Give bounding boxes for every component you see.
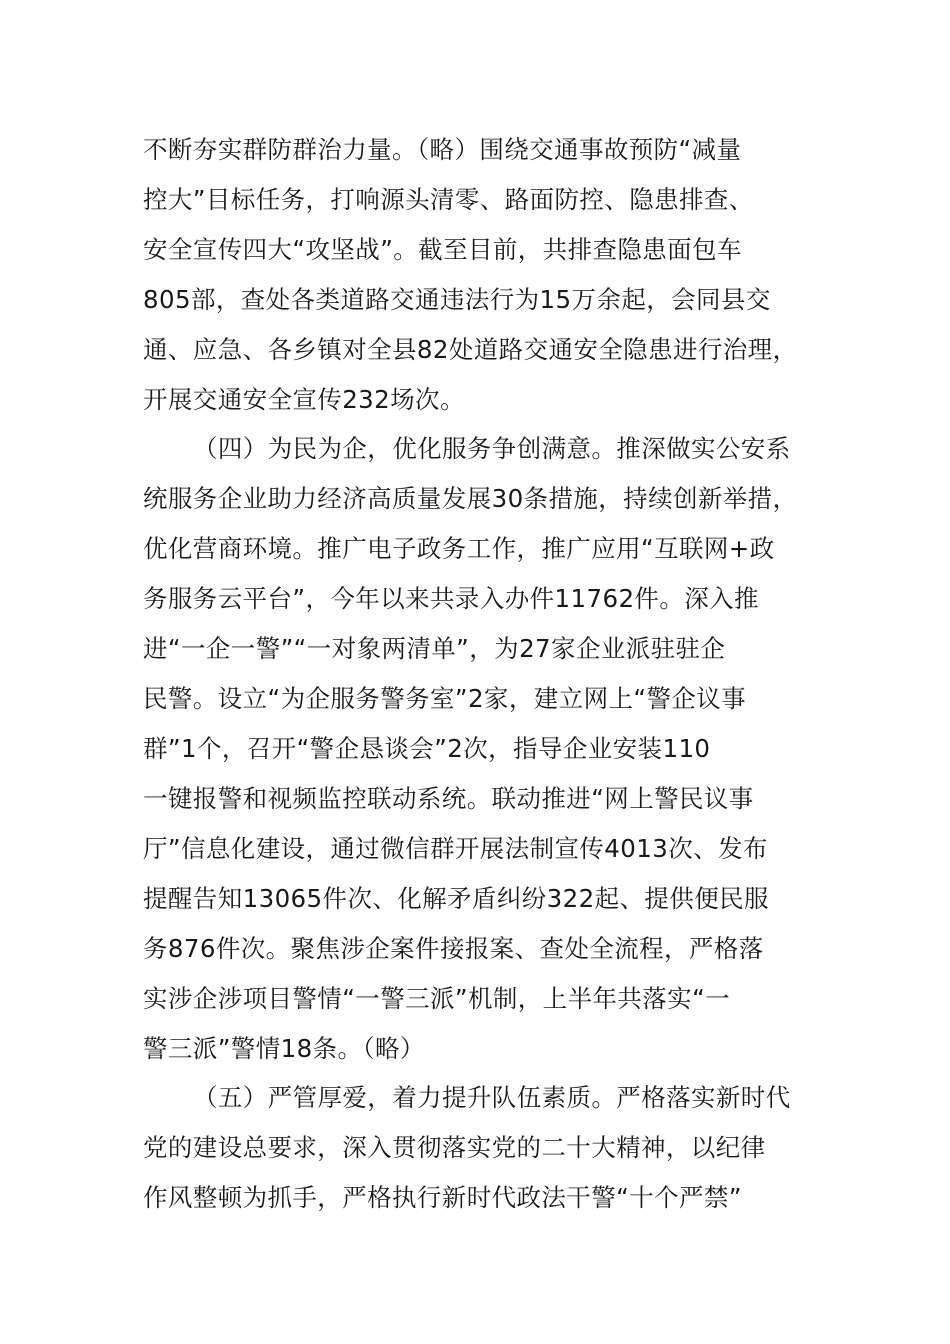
text-line: 一键报警和视频监控联动系统。联动推进“网上警民议事 [143, 784, 754, 813]
text-line: 提醒告知13065件次、化解矛盾纠纷322起、提供便民服 [143, 884, 769, 913]
text-line: 民警。设立“为企服务警务室”2家，建立网上“警企议事 [143, 684, 747, 713]
text-line: 统服务企业助力经济高质量发展30条措施，持续创新举措， [143, 484, 798, 513]
text-line: 805部，查处各类道路交通违法行为15万余起，会同县交 [143, 285, 771, 314]
text-line: 党的建设总要求，深入贯彻落实党的二十大精神，以纪律 [143, 1133, 766, 1162]
text-line: 开展交通安全宣传232场次。 [143, 385, 465, 414]
text-line: 安全宣传四大“攻坚战”。截至目前，共排查隐患面包车 [143, 235, 742, 264]
text-line: 务服务云平台”，今年以来共录入办件11762件。深入推 [143, 584, 759, 613]
paragraph-heading-line: （五）严管厚爱，着力提升队伍素质。严格落实新时代 [193, 1083, 791, 1112]
text-line: 警三派”警情18条。（略） [143, 1034, 425, 1063]
text-line: 群”1个，召开“警企恳谈会”2次，指导企业安装110 [143, 734, 711, 763]
text-line: 务876件次。聚焦涉企案件接报案、查处全流程，严格落 [143, 934, 764, 963]
text-line: 作风整顿为抓手，严格执行新时代政法干警“十个严禁” [143, 1183, 742, 1212]
text-line: 实涉企涉项目警情“一警三派”机制，上半年共落实“一 [143, 984, 731, 1013]
text-line: 控大”目标任务，打响源头清零、路面防控、隐患排查、 [143, 185, 754, 214]
text-line: 不断夯实群防群治力量。（略）围绕交通事故预防“减量 [143, 135, 742, 164]
text-line: 进“一企一警”“一对象两清单”，为27家企业派驻驻企 [143, 634, 726, 663]
text-line: 优化营商环境。推广电子政务工作，推广应用“互联网+政 [143, 534, 775, 563]
text-line: 通、应急、各乡镇对全县82处道路交通安全隐患进行治理， [143, 335, 798, 364]
text-line: 厅”信息化建设，通过微信群开展法制宣传4013次、发布 [143, 834, 768, 863]
paragraph-heading-line: （四）为民为企，优化服务争创满意。推深做实公安系 [193, 434, 791, 463]
